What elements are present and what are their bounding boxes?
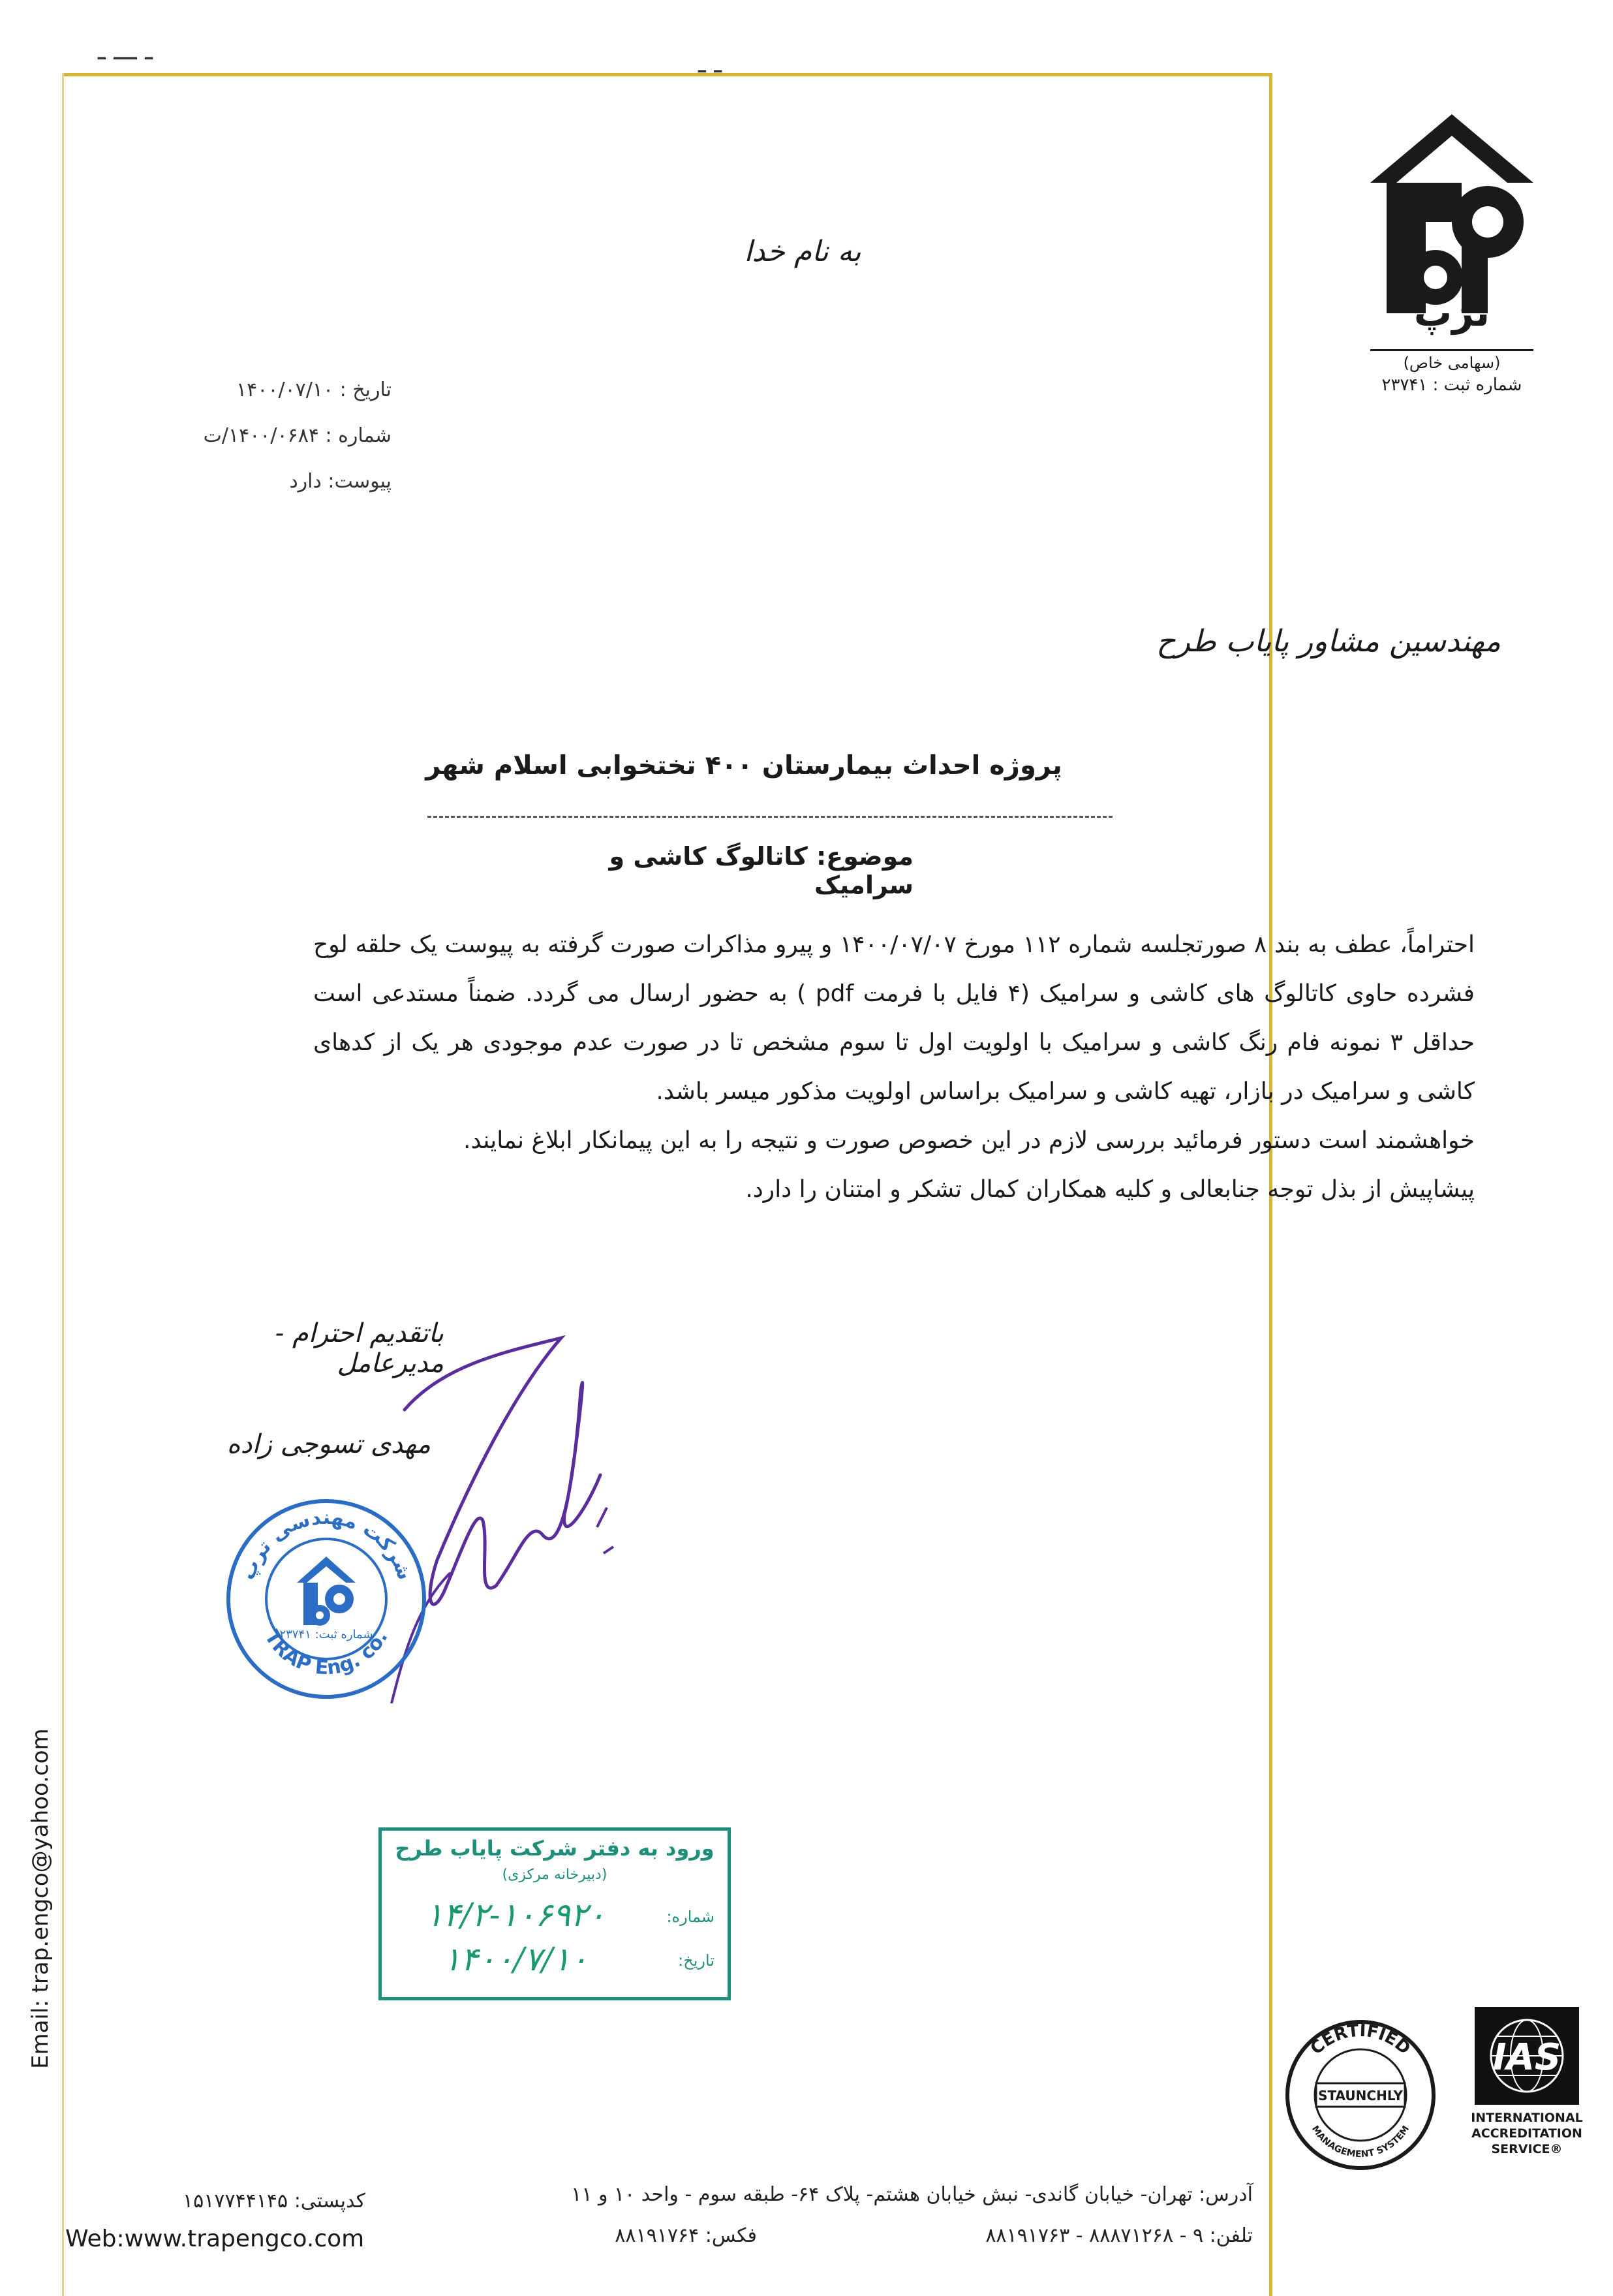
stamp-subtitle: (دبیرخانه مرکزی) <box>502 1867 607 1883</box>
closing-line: باتقدیم احترام - مدیرعامل <box>275 1318 444 1378</box>
svg-text:شرکت مهندسی ترپ <box>236 1506 416 1583</box>
seal-ring-text: شرکت مهندسی ترپ <box>236 1506 416 1583</box>
logo-brand: ترَپ <box>1413 290 1490 335</box>
company-seal <box>222 1495 431 1703</box>
svg-text:CERTIFIED <box>1307 2021 1414 2059</box>
letter-attachment: پیوست: دارد <box>289 470 392 493</box>
body-paragraph-3: پیشاپیش از بذل توجه جنابعالی و کلیه همکاران کمال تشکر و امتنان را دارد. <box>745 1176 1475 1203</box>
letter-number: شماره : ۱۴۰۰/۰۶۸۴/ت <box>203 424 392 447</box>
letter-body <box>313 920 1475 1214</box>
subject-line: موضوع: کاتالوگ کاشی و سرامیک <box>609 842 914 899</box>
letter-date: تاریخ : ۱۴۰۰/۰۷/۱۰ <box>236 379 392 401</box>
footer-address: آدرس: تهران- خیابان گاندی- نبش خیابان هشتم- پلاک ۶۴- طبقه سوم - واحد ۱۰ و ۱۱ <box>571 2183 1253 2206</box>
stamp-number-label: شماره: <box>666 1908 714 1926</box>
scan-artifact: ـ ـ <box>698 49 722 79</box>
body-paragraph-2: خواهشمند است دستور فرمائید بررسی لازم در این خصوص صورت و نتیجه را به این پیمانکار ابلاغ نمایند. <box>463 1127 1475 1154</box>
footer-fax: فکس: ۸۸۱۹۱۷۶۴ <box>615 2224 757 2247</box>
ias-cert-badge <box>1468 2007 1586 2177</box>
ias-name-text: INTERNATIONAL ACCREDITATION SERVICE® <box>1471 2111 1583 2156</box>
seal-icon <box>222 1495 431 1703</box>
signatory-name: مهدی تسوجی زاده <box>226 1429 431 1459</box>
project-title: پروژه احداث بیمارستان ۴۰۰ تختخوابی اسلام شهر <box>425 751 1062 781</box>
seal-english-text: TRAP Eng. co. <box>260 1626 393 1680</box>
body-paragraph-1: احتراماً، عطف به بند ۸ صورتجلسه شماره ۱۱۲ مورخ ۱۴۰۰/۰۷/۰۷ و پیرو مذاکرات صورت گرفته به پیوست یک حلقه لوح فشرده حاوی کاتالوگ های کاشی و سرامیک (۴ فایل با فرمت pdf ) به حضور ارسال می گردد. ضمناً مستدعی است حداقل ۳ نمونه فام رنگ کاشی و سرامیک با اولویت اول تا سوم مشخص تا در صورت عدم موجودی هر یک از کدهای کاشی و سرامیک در بازار، تهیه کاشی و سرامیک براساس اولویت مذکور میسر باشد. <box>313 931 1475 1105</box>
stamp-number-value: ۱۴/۲-۱۰۶۹۲۰ <box>425 1896 606 1934</box>
scan-artifact: ـ ـــ ـ <box>98 36 153 66</box>
footer-website: Web:www.trapengco.com <box>65 2226 365 2252</box>
stamp-title: ورود به دفتر شرکت پایاب طرح <box>395 1836 714 1861</box>
seal-registration: شماره ثبت: ۲۳۷۴۱ <box>279 1628 373 1641</box>
cert-certified-text: CERTIFIED <box>1306 2021 1415 2059</box>
certified-seal-icon <box>1282 2017 1439 2173</box>
cert-brand-text: STAUNCHLY <box>1318 2088 1403 2103</box>
ias-mark-text: IAS <box>1492 2036 1561 2079</box>
recipient: مهندسین مشاور پایاب طرح <box>1156 623 1501 659</box>
staunchly-cert-badge <box>1282 2017 1439 2173</box>
logo-registration: شماره ثبت : ۲۳۷۴۱ <box>1381 375 1522 395</box>
footer-phone: تلفن: ۹ - ۸۸۸۷۱۲۶۸ - ۸۸۱۹۱۷۶۳ <box>985 2224 1253 2247</box>
frame-top-line <box>62 73 1269 76</box>
stamp-date-label: تاریخ: <box>678 1951 714 1970</box>
footer-email: Email: trap.engco@yahoo.com <box>27 1728 54 2069</box>
footer-postal-code: کدپستی: ۱۵۱۷۷۴۴۱۴۵ <box>183 2190 365 2212</box>
received-stamp <box>378 1827 731 2000</box>
dashed-divider <box>427 816 1113 818</box>
company-logo <box>1364 111 1540 398</box>
logo-company-type: (سهامی خاص) <box>1370 349 1533 372</box>
svg-text:MANAGEMENT SYSTEM <box>1310 2124 1411 2160</box>
cert-system-text: MANAGEMENT SYSTEM <box>1309 2124 1412 2160</box>
stamp-date-value: ۱۴۰۰/۷/۱۰ <box>443 1940 588 1978</box>
ias-logo-box <box>1475 2007 1579 2105</box>
bismillah: به نام خدا <box>744 235 861 268</box>
